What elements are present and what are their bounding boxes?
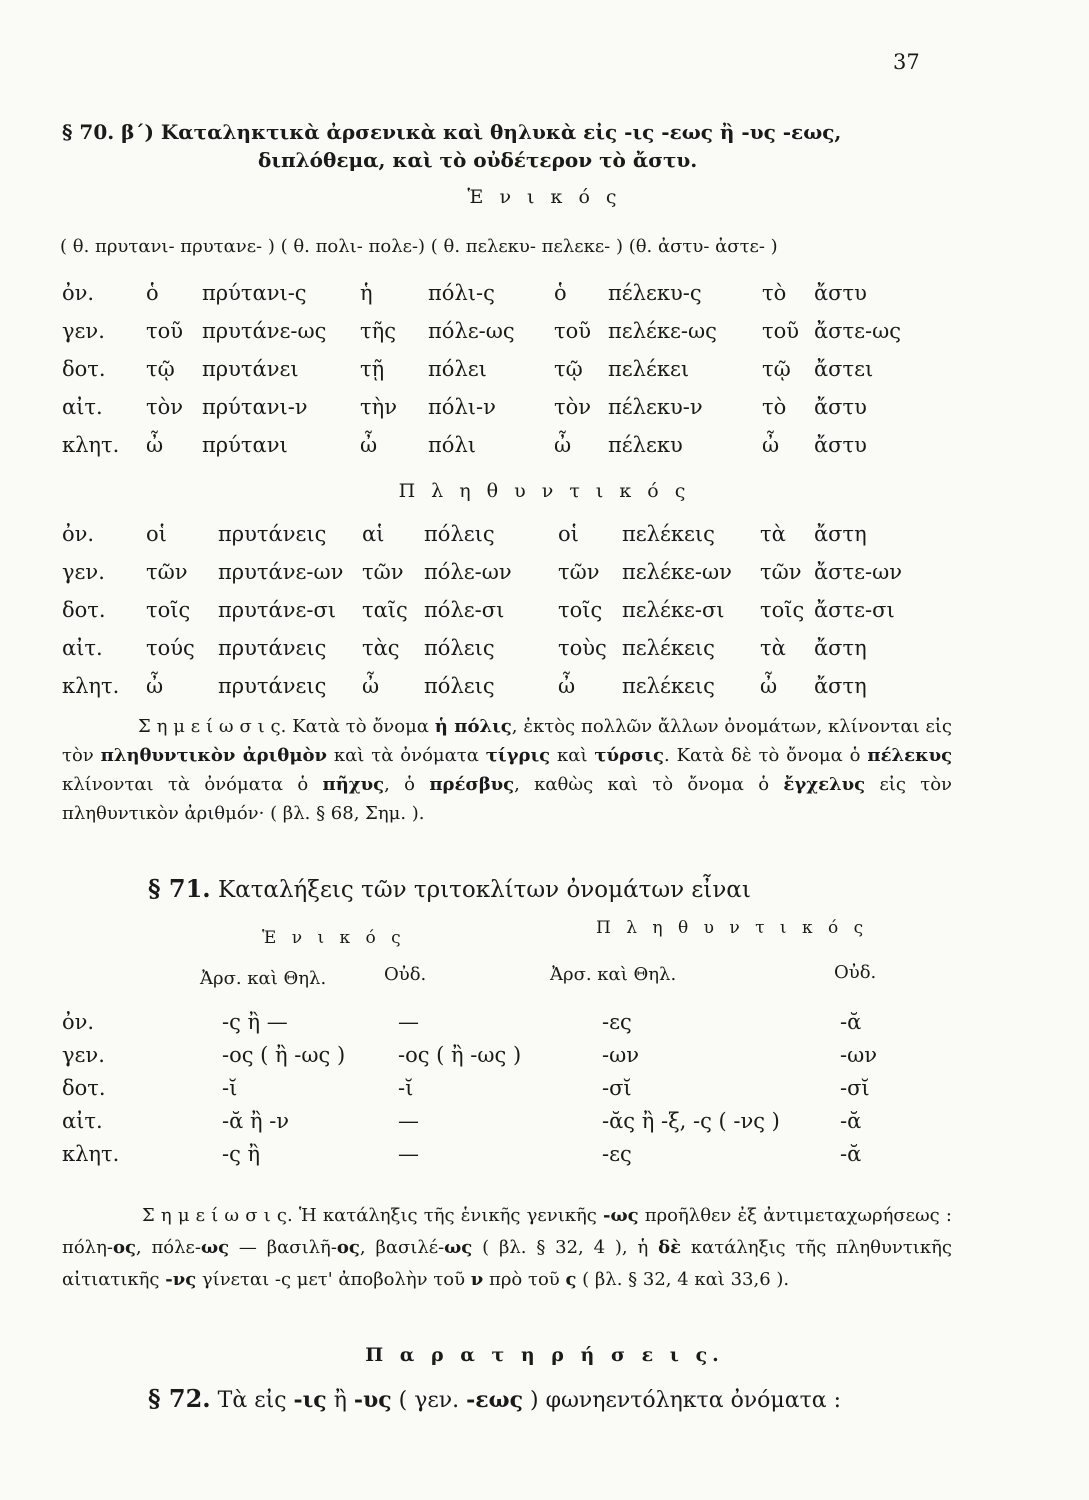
endings-row-sn: -ος ( ἢ -ως )	[398, 1043, 522, 1067]
endings-row-case: αἰτ.	[62, 1109, 103, 1133]
plural-row-a1: οἱ	[146, 522, 167, 546]
plural-row-a3: τοὺς	[558, 636, 607, 660]
singular-row-case: κλητ.	[62, 433, 120, 457]
col-neuter-singular: Οὐδ.	[384, 964, 427, 985]
section-72-bold: -ις	[293, 1387, 327, 1413]
endings-row-case: κλητ.	[62, 1142, 120, 1166]
note-1-bold: πῆχυς	[322, 774, 385, 795]
singular-row-w4: ἄστυ	[814, 395, 867, 419]
singular-row-w1: πρύτανι-ν	[202, 395, 308, 419]
singular-row-w4: ἄστε-ως	[814, 319, 901, 343]
note-1-text: εἰς τὸν πληθυντικὸν ἀριθμόν· ( βλ. § 68, Σημ. ).	[62, 774, 952, 824]
endings-row-smf: -ς ἢ	[222, 1142, 261, 1166]
singular-row-a1: ὦ	[146, 433, 164, 457]
note-2-bold: ν	[470, 1269, 484, 1290]
note-2-label: Σ η μ ε ί ω σ ι ς.	[142, 1205, 293, 1226]
note-1-text: κλίνονται τὰ ὀνόματα ὁ	[62, 774, 323, 795]
singular-row-w1: πρύτανι	[202, 433, 288, 457]
plural-row-a4: τοῖς	[760, 598, 805, 622]
endings-row-case: ὀν.	[62, 1010, 95, 1034]
endings-row-pn: -ᾰ	[840, 1010, 862, 1034]
endings-row-pn: -ων	[840, 1043, 877, 1067]
endings-row-smf: -ς ἢ —	[222, 1010, 288, 1034]
plural-row-w3: πελέκε-ων	[622, 560, 732, 584]
note-1-text: , ἐκτὸς πολλῶν ἄλλων ὀνομάτων, κλίνονται εἰς τὸν	[62, 716, 952, 766]
plural-row-a2: τῶν	[362, 560, 404, 584]
plural-row-case: ὀν.	[62, 522, 95, 546]
note-2-bold: -νς	[165, 1269, 197, 1290]
note-2-bold: -ως	[603, 1205, 639, 1226]
plural-row-a4: τὰ	[760, 522, 786, 546]
plural-row-a3: οἱ	[558, 522, 579, 546]
section-70-heading-line2: διπλόθεμα, καὶ τὸ οὐδέτερον τὸ ἄστυ.	[258, 148, 698, 172]
col-masc-fem-singular: Ἀρσ. καὶ Θηλ.	[200, 968, 327, 989]
singular-row-a4: τῷ	[762, 357, 791, 381]
singular-row-a2: τῆς	[360, 319, 396, 343]
note-2-bold: ος	[112, 1237, 136, 1258]
singular-heading: Ἑ ν ι κ ό ς	[467, 186, 622, 208]
note-2-text: γίνεται -ς μετ' ἀποβολὴν τοῦ	[196, 1269, 471, 1290]
note-1	[62, 712, 952, 828]
singular-row-w4: ἄστυ	[814, 433, 867, 457]
note-1-bold: πρέσβυς	[429, 774, 515, 795]
plural-row-a1: τῶν	[146, 560, 188, 584]
section-70-heading-line1: § 70. β΄) Καταληκτικὰ ἀρσενικὰ καὶ θηλυκὰ εἰς -ις -εως ἢ -υς -εως,	[62, 120, 842, 144]
singular-row-a3: ὁ	[554, 281, 567, 305]
plural-row-w1: πρυτάνε-σι	[218, 598, 337, 622]
section-72-heading	[148, 1384, 841, 1413]
singular-row-w3: πελέκε-ως	[608, 319, 717, 343]
plural-row-w1: πρυτάνεις	[218, 636, 327, 660]
endings-row-pmf: -ᾰς ἢ -ξ, -ς ( -νς )	[602, 1109, 780, 1133]
singular-row-w3: πέλεκυ	[608, 433, 683, 457]
stems-line: ( θ. πρυτανι- πρυτανε- ) ( θ. πολι- πολε-) ( θ. πελεκυ- πελεκε- ) (θ. ἀστυ- ἀστε- )	[60, 236, 778, 257]
plural-row-case: γεν.	[62, 560, 105, 584]
note-2-bold: δὲ	[658, 1237, 682, 1258]
endings-row-sn: -ῐ	[398, 1076, 414, 1100]
plural-row-a2: ὦ	[362, 674, 380, 698]
singular-row-a2: ὦ	[360, 433, 378, 457]
section-72-text: ἢ	[326, 1388, 354, 1413]
plural-row-a4: τὰ	[760, 636, 786, 660]
note-1-text: , ὁ	[384, 774, 430, 795]
plural-row-w2: πόλε-σι	[424, 598, 505, 622]
endings-row-case: γεν.	[62, 1043, 105, 1067]
endings-row-sn: —	[398, 1109, 419, 1133]
singular-row-w2: πόλε-ως	[428, 319, 515, 343]
note-1-text: , καθὼς καὶ τὸ ὄνομα ὁ	[514, 774, 784, 795]
note-2-bold: ως	[200, 1237, 230, 1258]
note-2-bold: ος	[336, 1237, 360, 1258]
endings-row-smf: -ος ( ἢ -ως )	[222, 1043, 346, 1067]
note-2-text: πρὸ τοῦ	[483, 1269, 566, 1290]
plural-row-a3: ὦ	[558, 674, 576, 698]
singular-row-a2: ἡ	[360, 281, 373, 305]
singular-row-a4: τὸ	[762, 395, 787, 419]
singular-row-a3: τῷ	[554, 357, 583, 381]
note-2-bold: ς	[565, 1269, 577, 1290]
singular-row-a1: τοῦ	[146, 319, 184, 343]
plural-heading: Π λ η θ υ ν τ ι κ ό ς	[398, 480, 691, 502]
endings-row-smf: -ῐ	[222, 1076, 238, 1100]
plural-row-a1: τούς	[146, 636, 195, 660]
plural-row-a1: τοῖς	[146, 598, 191, 622]
note-1-bold: ἔγχελυς	[783, 774, 866, 795]
singular-row-w1: πρυτάνει	[202, 357, 299, 381]
singular-row-w2: πόλι	[428, 433, 476, 457]
plural-row-w2: πόλε-ων	[424, 560, 512, 584]
note-1-bold: ἡ πόλις	[434, 716, 512, 737]
plural-row-w4: ἄστη	[814, 674, 867, 698]
plural-row-case: δοτ.	[62, 598, 106, 622]
endings-singular-heading: Ἑ ν ι κ ό ς	[262, 928, 406, 948]
singular-row-w1: πρυτάνε-ως	[202, 319, 327, 343]
singular-row-w4: ἄστυ	[814, 281, 867, 305]
plural-row-w1: πρυτάνεις	[218, 674, 327, 698]
note-1-bold: πέλεκυς	[867, 745, 953, 766]
plural-row-w1: πρυτάνε-ων	[218, 560, 344, 584]
plural-row-a4: ὦ	[760, 674, 778, 698]
endings-row-pn: -ᾰ	[840, 1142, 862, 1166]
note-1-bold: πληθυντικὸν ἀριθμὸν	[100, 745, 327, 766]
singular-row-a4: τὸ	[762, 281, 787, 305]
plural-row-a2: αἱ	[362, 522, 385, 546]
singular-row-case: δοτ.	[62, 357, 106, 381]
plural-row-w3: πελέκεις	[622, 674, 715, 698]
plural-row-w4: ἄστε-σι	[814, 598, 895, 622]
singular-row-w3: πέλεκυ-ς	[608, 281, 702, 305]
section-72-bold: -εως	[466, 1387, 524, 1413]
note-1-bold: τίγρις	[485, 745, 551, 766]
endings-row-pn: -σῐ	[840, 1076, 870, 1100]
section-72-text: Τὰ εἰς	[210, 1388, 294, 1413]
note-1-text: καὶ	[550, 745, 595, 766]
singular-row-w1: πρύτανι-ς	[202, 281, 307, 305]
plural-row-a4: τῶν	[760, 560, 802, 584]
singular-row-w2: πόλι-ς	[428, 281, 495, 305]
plural-row-w4: ἄστη	[814, 636, 867, 660]
plural-row-a2: τὰς	[362, 636, 400, 660]
plural-row-w1: πρυτάνεις	[218, 522, 327, 546]
endings-row-sn: —	[398, 1010, 419, 1034]
endings-row-case: δοτ.	[62, 1076, 106, 1100]
plural-row-w2: πόλεις	[424, 522, 495, 546]
singular-row-a4: τοῦ	[762, 319, 800, 343]
observations-heading: Π α ρ α τ η ρ ή σ ε ι ς.	[365, 1344, 724, 1366]
note-2-text: , πόλε-	[135, 1237, 201, 1258]
singular-row-a1: τὸν	[146, 395, 184, 419]
singular-row-a3: ὦ	[554, 433, 572, 457]
singular-row-w3: πελέκει	[608, 357, 690, 381]
endings-row-pn: -ᾰ	[840, 1109, 862, 1133]
endings-row-pmf: -ες	[602, 1010, 632, 1034]
section-72-number: § 72.	[148, 1384, 211, 1413]
singular-row-w3: πέλεκυ-ν	[608, 395, 703, 419]
endings-row-pmf: -σῐ	[602, 1076, 632, 1100]
note-2-bold: ως	[444, 1237, 473, 1258]
endings-row-pmf: -ων	[602, 1043, 639, 1067]
plural-row-a1: ὦ	[146, 674, 164, 698]
note-2	[62, 1200, 952, 1296]
singular-row-case: αἰτ.	[62, 395, 103, 419]
note-2-text: Ἡ κατάληξις τῆς ἑνικῆς γενικῆς	[292, 1205, 604, 1226]
plural-row-w3: πελέκεις	[622, 636, 715, 660]
endings-row-smf: -ᾰ ἢ -ν	[222, 1109, 290, 1133]
note-2-text: , βασιλέ-	[359, 1237, 445, 1258]
section-71-number: § 71.	[148, 874, 211, 903]
plural-row-w3: πελέκεις	[622, 522, 715, 546]
col-neuter-plural: Οὐδ.	[834, 962, 877, 983]
note-2-text: προῆλθεν ἐξ ἀντιμεταχωρήσεως : πόλη-	[62, 1205, 952, 1258]
singular-row-a2: τῇ	[360, 357, 385, 381]
note-2-text: κατάληξις τῆς πληθυντικῆς αἰτιατικῆς	[62, 1237, 952, 1290]
singular-row-a1: ὁ	[146, 281, 159, 305]
singular-row-case: γεν.	[62, 319, 105, 343]
note-1-text: καὶ τὰ ὀνόματα	[327, 745, 486, 766]
singular-row-a4: ὦ	[762, 433, 780, 457]
section-72-text: ( γεν.	[391, 1388, 467, 1413]
singular-row-a2: τὴν	[360, 395, 397, 419]
endings-row-sn: —	[398, 1142, 419, 1166]
singular-row-w4: ἄστει	[814, 357, 874, 381]
plural-row-case: αἰτ.	[62, 636, 103, 660]
note-1-bold: τύρσις	[594, 745, 664, 766]
section-72-text: ) φωνηεντόληκτα ὀνόματα :	[523, 1388, 842, 1413]
section-72-bold: -υς	[353, 1387, 392, 1413]
note-2-text: — βασιλῆ-	[229, 1237, 337, 1258]
singular-row-a3: τὸν	[554, 395, 592, 419]
plural-row-w4: ἄστη	[814, 522, 867, 546]
plural-row-a3: τοῖς	[558, 598, 603, 622]
section-71-title: Καταλήξεις τῶν τριτοκλίτων ὀνομάτων εἶναι	[210, 877, 751, 903]
note-2-text: ( βλ. § 32, 4 ), ἡ	[472, 1237, 659, 1258]
endings-plural-heading: Π λ η θ υ ν τ ι κ ό ς	[596, 918, 869, 938]
plural-row-w3: πελέκε-σι	[622, 598, 725, 622]
singular-row-a1: τῷ	[146, 357, 175, 381]
plural-row-case: κλητ.	[62, 674, 120, 698]
section-71-heading	[148, 874, 751, 903]
singular-row-w2: πόλει	[428, 357, 487, 381]
note-2-text: ( βλ. § 32, 4 καὶ 33,6 ).	[576, 1269, 790, 1290]
plural-row-w2: πόλεις	[424, 674, 495, 698]
plural-row-a3: τῶν	[558, 560, 600, 584]
page-number: 37	[893, 50, 920, 74]
singular-row-w2: πόλι-ν	[428, 395, 496, 419]
note-1-text: . Κατὰ δὲ τὸ ὄνομα ὁ	[663, 745, 868, 766]
plural-row-a2: ταῖς	[362, 598, 408, 622]
plural-row-w2: πόλεις	[424, 636, 495, 660]
plural-row-w4: ἄστε-ων	[814, 560, 902, 584]
endings-row-pmf: -ες	[602, 1142, 632, 1166]
note-1-text: Κατὰ τὸ ὄνομα	[286, 716, 435, 737]
singular-row-a3: τοῦ	[554, 319, 592, 343]
note-1-label: Σ η μ ε ί ω σ ι ς.	[138, 716, 287, 737]
col-masc-fem-plural: Ἀρσ. καὶ Θηλ.	[550, 964, 677, 985]
singular-row-case: ὀν.	[62, 281, 95, 305]
